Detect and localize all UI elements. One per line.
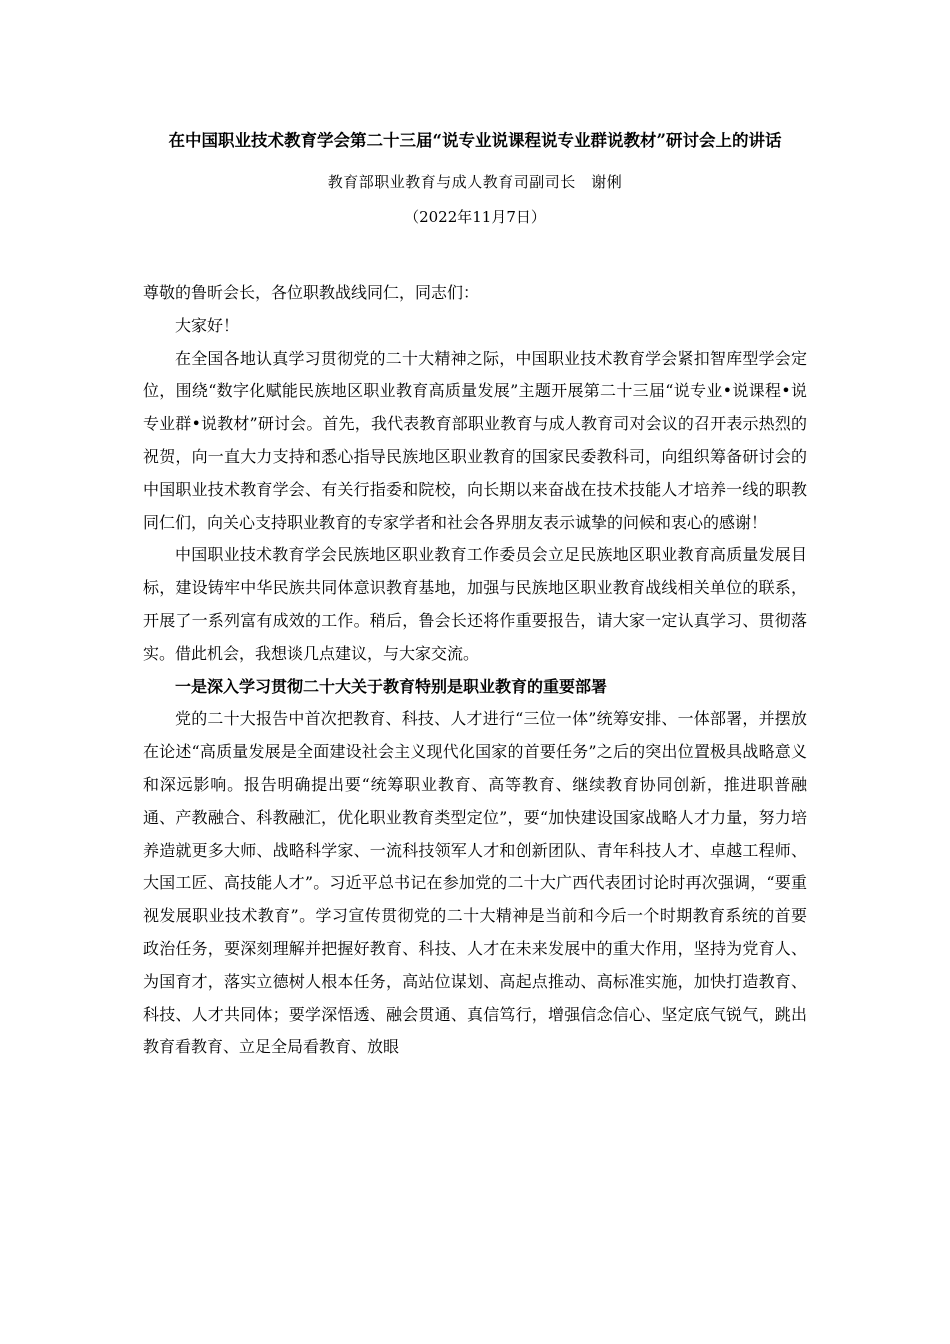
paragraph-section-one: 党的二十大报告中首次把教育、科技、人才进行“三位一体”统筹安排、一体部署，并摆放在论述“高质量发展是全面建设社会主义现代化国家的首要任务”之后的突出位置极具战略意义和深远影响。报告明确提出要“统筹职业教育、高等教育、继续教育协同创新，推进职普融通、产教融合、科教融汇，优化职业教育类型定位”，要“加快建设国家战略人才力量，努力培养造就更多大师、战略科学家、一流科技领军人才和创新团队、青年科技人才、卓越工程师、大国工匠、高技能人才”。习近平总书记在参加党的二十大广西代表团讨论时再次强调，“要重视发展职业技术教育”。学习宣传贯彻党的二十大精神是当前和今后一个时期教育系统的首要政治任务，要深刻理解并把握好教育、科技、人才在未来发展中的重大作用，坚持为党育人、为国育才，落实立德树人根本任务，高站位谋划、高起点推动、高标准实施，加快打造教育、科技、人才共同体；要学深悟透、融会贯通、真信笃行，增强信念信心、坚定底气锐气，跳出教育看教育、立足全局看教育、放眼 bbox=[143, 709, 807, 1057]
document-title: 在中国职业技术教育学会第二十三届“说专业说课程说专业群说教材”研讨会上的讲话 bbox=[168, 131, 782, 150]
document-date: （2022年11月7日） bbox=[404, 208, 546, 226]
document-body bbox=[143, 277, 807, 1064]
section-heading: 一是深入学习贯彻二十大关于教育特别是职业教育的重要部署 bbox=[175, 676, 608, 696]
document-author: 教育部职业教育与成人教育司副司长 谢俐 bbox=[327, 173, 623, 191]
salutation: 尊敬的鲁昕会长，各位职教战线同仁，同志们： bbox=[143, 283, 480, 302]
paragraph-committee-work: 中国职业技术教育学会民族地区职业教育工作委员会立足民族地区职业教育高质量发展目标，建设铸牢中华民族共同体意识教育基地，加强与民族地区职业教育战线相关单位的联系，开展了一系列富有成效的工作。稍后，鲁会长还将作重要报告，请大家一定认真学习、贯彻落实。借此机会，我想谈几点建议，与大家交流。 bbox=[143, 545, 807, 663]
paragraph-greeting: 大家好！ bbox=[175, 315, 240, 335]
paragraph-congratulations: 在全国各地认真学习贯彻党的二十大精神之际，中国职业技术教育学会紧扣智库型学会定位，围绕“数字化赋能民族地区职业教育高质量发展”主题开展第二十三届“说专业•说课程•说专业群•说教材”研讨会。首先，我代表教育部职业教育与成人教育司对会议的召开表示热烈的祝贺，向一直大力支持和悉心指导民族地区职业教育的国家民委教科司，向组织筹备研讨会的中国职业技术教育学会、有关行指委和院校，向长期以来奋战在技术技能人才培养一线的职教同仁们，向关心支持职业教育的专家学者和社会各界朋友表示诚挚的问候和衷心的感谢！ bbox=[143, 348, 807, 532]
